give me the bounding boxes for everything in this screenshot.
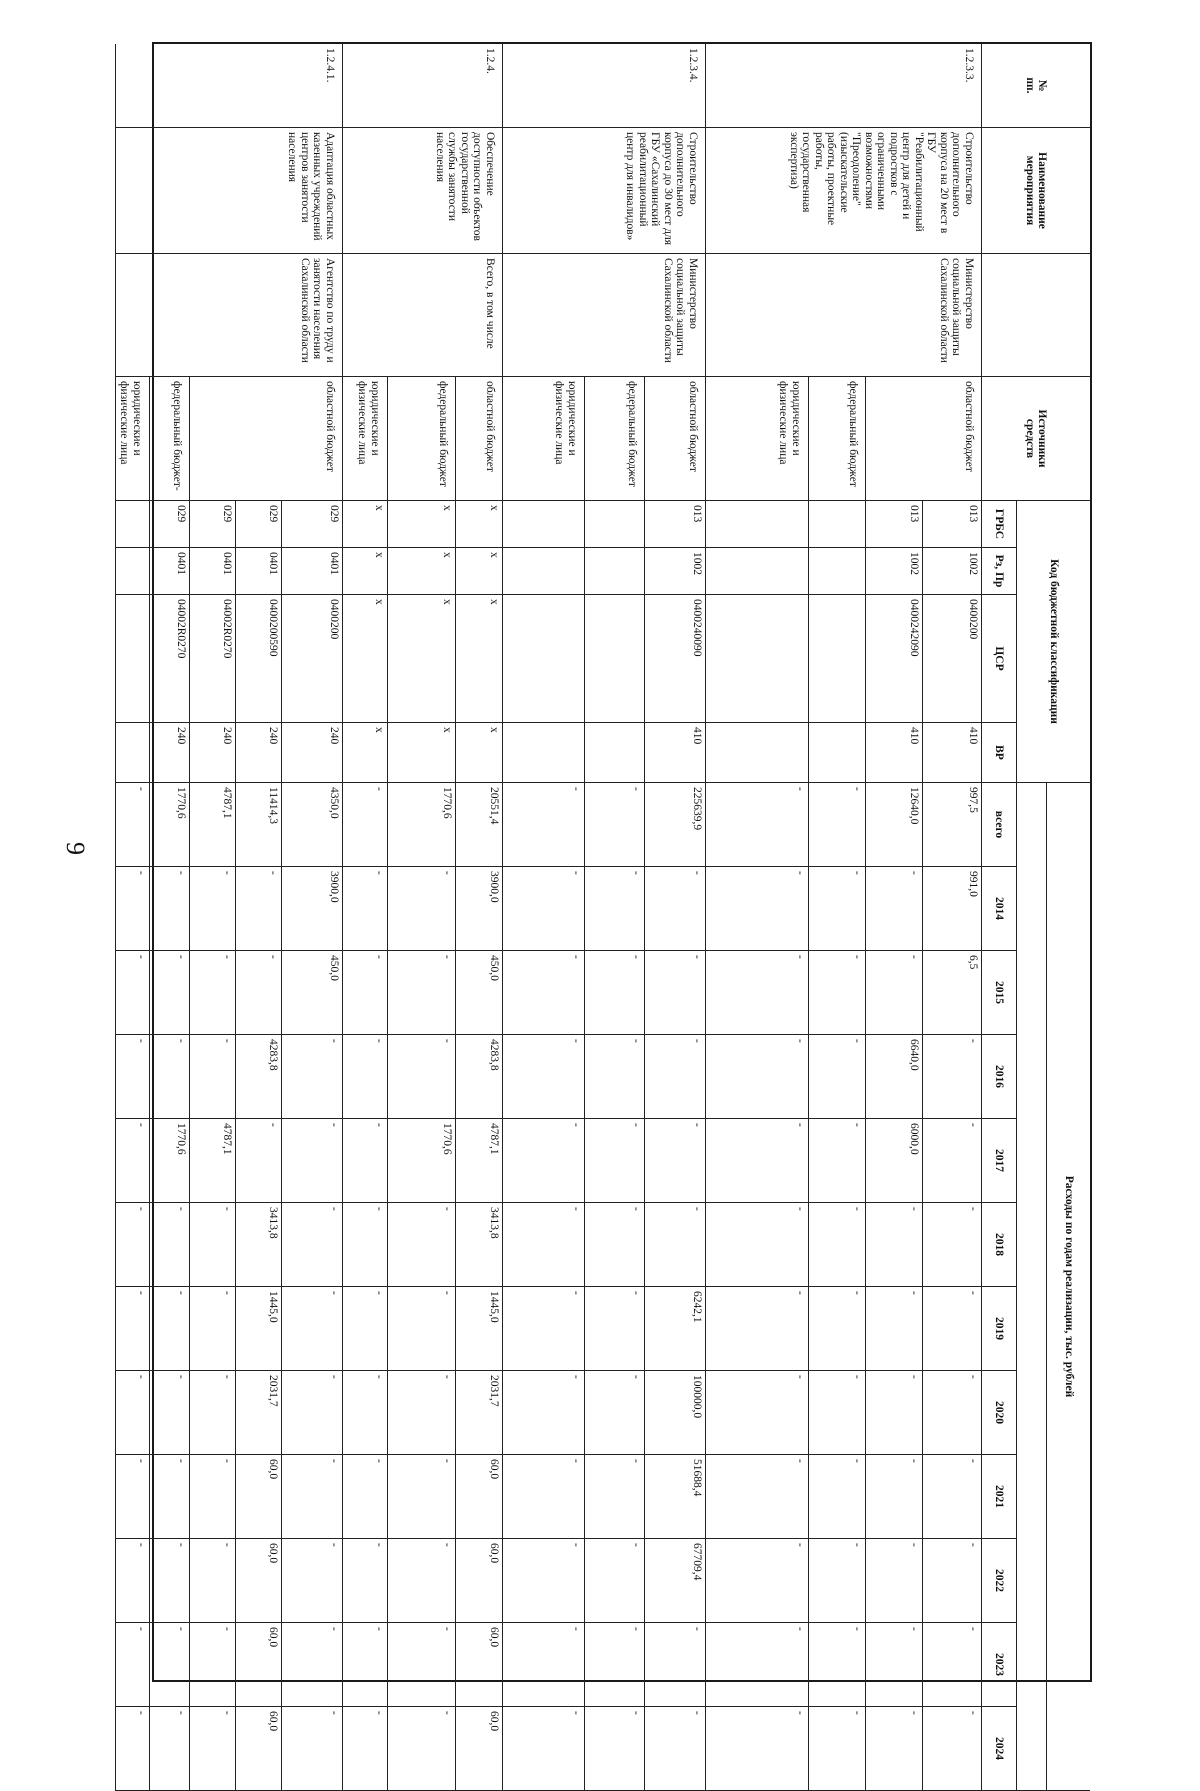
amount-cell: -	[705, 1707, 808, 1791]
amount-cell: -	[189, 951, 235, 1035]
amount-cell: -	[584, 867, 644, 951]
amount-cell: -	[502, 1035, 584, 1119]
code-vr	[808, 723, 865, 783]
header-expenses: Расходы по годам реализации, тыс. рублей	[1046, 783, 1090, 1791]
amount-cell: 2031,7	[455, 1371, 502, 1455]
amount-cell: -	[189, 1455, 235, 1539]
amount-cell: -	[149, 951, 189, 1035]
amount-cell: 4787,1	[189, 1119, 235, 1203]
amount-cell: -	[584, 1707, 644, 1791]
header-expenses-sub	[1016, 783, 1046, 1791]
header-name: Наименование мероприятия	[981, 128, 1090, 254]
amount-cell: 60,0	[235, 1707, 281, 1791]
amount-cell: -	[149, 1371, 189, 1455]
amount-cell: -	[865, 951, 922, 1035]
code-vr: x	[455, 723, 502, 783]
code-vr: x	[342, 723, 387, 783]
amount-cell: -	[922, 1035, 981, 1119]
amount-cell: -	[865, 1623, 922, 1707]
amount-cell: -	[644, 951, 705, 1035]
code-rzpr	[115, 548, 149, 595]
amount-cell: -	[281, 1119, 342, 1203]
amount-cell: -	[705, 1455, 808, 1539]
code-rzpr: 0401	[149, 548, 189, 595]
amount-cell: 60,0	[455, 1539, 502, 1623]
source-cell: юридические и физические лица	[342, 377, 387, 501]
amount-cell: -	[865, 1371, 922, 1455]
amount-cell: 20551,4	[455, 783, 502, 867]
amount-cell: -	[387, 1287, 455, 1371]
amount-cell: -	[342, 1287, 387, 1371]
amount-cell: -	[189, 867, 235, 951]
amount-cell: -	[387, 867, 455, 951]
code-rzpr: 0401	[235, 548, 281, 595]
amount-cell: -	[149, 1287, 189, 1371]
code-csr: 0400200	[281, 595, 342, 723]
header-year: 2019	[981, 1287, 1016, 1371]
code-rzpr: x	[342, 548, 387, 595]
amount-cell: 60,0	[455, 1623, 502, 1707]
code-vr	[705, 723, 808, 783]
amount-cell: -	[149, 867, 189, 951]
amount-cell: -	[281, 1035, 342, 1119]
amount-cell: -	[342, 1623, 387, 1707]
code-grbs: 013	[922, 501, 981, 548]
item-number: 1.2.3.3.	[705, 44, 981, 128]
amount-cell: -	[584, 1455, 644, 1539]
amount-cell: -	[149, 1035, 189, 1119]
amount-cell: -	[387, 1371, 455, 1455]
amount-cell: -	[387, 1539, 455, 1623]
header-num: № пп.	[981, 44, 1090, 128]
code-rzpr	[584, 548, 644, 595]
amount-cell: -	[189, 1203, 235, 1287]
amount-cell: -	[922, 1119, 981, 1203]
header-year: 2018	[981, 1203, 1016, 1287]
code-csr: 04002R0270	[149, 595, 189, 723]
amount-cell: 6242,1	[644, 1287, 705, 1371]
header-year: 2017	[981, 1119, 1016, 1203]
code-csr: x	[455, 595, 502, 723]
code-rzpr: x	[387, 548, 455, 595]
code-grbs	[502, 501, 584, 548]
code-grbs: 029	[281, 501, 342, 548]
header-year: 2023	[981, 1623, 1016, 1707]
amount-cell: -	[502, 783, 584, 867]
amount-cell: -	[189, 1539, 235, 1623]
header-year: всего	[981, 783, 1016, 867]
amount-cell: 1445,0	[235, 1287, 281, 1371]
code-grbs	[705, 501, 808, 548]
amount-cell: -	[502, 867, 584, 951]
amount-cell: 3413,8	[235, 1203, 281, 1287]
code-csr	[584, 595, 644, 723]
amount-cell: -	[342, 783, 387, 867]
amount-cell: -	[149, 1203, 189, 1287]
amount-cell: -	[865, 1455, 922, 1539]
amount-cell: 51688,4	[644, 1455, 705, 1539]
header-year: 2015	[981, 951, 1016, 1035]
amount-cell: -	[115, 1203, 149, 1287]
code-vr: 240	[189, 723, 235, 783]
source-cell: федеральный бюджет	[387, 377, 455, 501]
amount-cell: 225639,9	[644, 783, 705, 867]
amount-cell: 4283,8	[455, 1035, 502, 1119]
amount-cell: -	[922, 1203, 981, 1287]
amount-cell: -	[705, 783, 808, 867]
amount-cell: -	[922, 1539, 981, 1623]
item-name: Строительство дополнительного корпуса на 20 мест в ГБУ "Реабилитационный центр для детей и подростков с ограниченными возможностями "Преодоление" (изыскательские работы, проектные работы, государственная экспертиза)	[705, 128, 981, 254]
code-csr: x	[342, 595, 387, 723]
amount-cell: -	[502, 1623, 584, 1707]
amount-cell: -	[115, 1035, 149, 1119]
amount-cell: 3900,0	[281, 867, 342, 951]
amount-cell: -	[584, 1287, 644, 1371]
source-cell: юридические и физические лица	[705, 377, 808, 501]
amount-cell: -	[584, 1203, 644, 1287]
amount-cell: 6640,0	[865, 1035, 922, 1119]
amount-cell: -	[502, 1203, 584, 1287]
amount-cell: 1770,6	[387, 783, 455, 867]
amount-cell: -	[644, 1623, 705, 1707]
amount-cell: -	[808, 1455, 865, 1539]
code-rzpr: 0401	[189, 548, 235, 595]
amount-cell: -	[342, 867, 387, 951]
amount-cell: 60,0	[235, 1623, 281, 1707]
amount-cell: -	[922, 1455, 981, 1539]
amount-cell: -	[281, 1707, 342, 1791]
amount-cell: -	[644, 867, 705, 951]
amount-cell: -	[808, 783, 865, 867]
amount-cell: -	[387, 1707, 455, 1791]
amount-cell: -	[808, 1035, 865, 1119]
amount-cell: -	[342, 1203, 387, 1287]
amount-cell: -	[502, 951, 584, 1035]
amount-cell: -	[342, 1539, 387, 1623]
budget-table-grid	[118, 42, 1092, 1760]
source-cell: федеральный бюджет	[584, 377, 644, 501]
amount-cell: -	[387, 951, 455, 1035]
amount-cell: -	[502, 1707, 584, 1791]
header-year: 2022	[981, 1539, 1016, 1623]
amount-cell: -	[865, 1287, 922, 1371]
code-rzpr: 1002	[865, 548, 922, 595]
header-year: 2024	[981, 1707, 1016, 1791]
amount-cell: 6000,0	[865, 1119, 922, 1203]
amount-cell: 1770,6	[149, 1119, 189, 1203]
amount-cell: -	[922, 1707, 981, 1791]
amount-cell: -	[808, 1539, 865, 1623]
amount-cell: 1445,0	[455, 1287, 502, 1371]
code-csr: x	[387, 595, 455, 723]
header-source: Источники средств	[981, 377, 1090, 501]
amount-cell: 450,0	[455, 951, 502, 1035]
header-year: 2021	[981, 1455, 1016, 1539]
code-vr: 410	[865, 723, 922, 783]
code-rzpr: 1002	[922, 548, 981, 595]
source-cell: федеральный бюджет	[808, 377, 865, 501]
amount-cell: -	[502, 1287, 584, 1371]
amount-cell: -	[235, 1119, 281, 1203]
header-csr: ЦСР	[981, 595, 1016, 723]
amount-cell: 1770,6	[387, 1119, 455, 1203]
code-grbs: 013	[865, 501, 922, 548]
code-rzpr: 1002	[644, 548, 705, 595]
code-rzpr	[502, 548, 584, 595]
amount-cell: -	[149, 1623, 189, 1707]
amount-cell: -	[808, 867, 865, 951]
code-grbs	[808, 501, 865, 548]
amount-cell: 60,0	[235, 1539, 281, 1623]
code-csr: 0400200590	[235, 595, 281, 723]
amount-cell: -	[342, 1119, 387, 1203]
code-vr: 240	[235, 723, 281, 783]
item-executor: Министерство социальной защиты Сахалинской области	[502, 254, 705, 377]
amount-cell: -	[584, 1119, 644, 1203]
code-csr: 0400240090	[644, 595, 705, 723]
amount-cell: -	[115, 1287, 149, 1371]
code-grbs: 029	[189, 501, 235, 548]
amount-cell: -	[115, 1539, 149, 1623]
code-vr: 410	[922, 723, 981, 783]
code-vr: 410	[644, 723, 705, 783]
amount-cell: -	[584, 1035, 644, 1119]
code-rzpr	[808, 548, 865, 595]
amount-cell: -	[115, 1707, 149, 1791]
amount-cell: -	[235, 951, 281, 1035]
amount-cell: -	[387, 1035, 455, 1119]
amount-cell: -	[808, 1371, 865, 1455]
source-cell: областной бюджет	[189, 377, 342, 501]
source-cell: юридические и физические лица	[502, 377, 584, 501]
amount-cell: -	[281, 1287, 342, 1371]
amount-cell: -	[149, 1707, 189, 1791]
amount-cell: -	[115, 1371, 149, 1455]
amount-cell: -	[808, 1119, 865, 1203]
amount-cell: -	[644, 1119, 705, 1203]
item-executor: Министерство социальной защиты Сахалинской области	[705, 254, 981, 377]
amount-cell: -	[865, 867, 922, 951]
amount-cell: -	[342, 1455, 387, 1539]
amount-cell: -	[705, 1539, 808, 1623]
code-csr	[808, 595, 865, 723]
code-grbs: x	[387, 501, 455, 548]
header-grbs: ГРБС	[981, 501, 1016, 548]
code-grbs: x	[455, 501, 502, 548]
amount-cell: 997,5	[922, 783, 981, 867]
amount-cell: -	[584, 1539, 644, 1623]
code-grbs: 029	[149, 501, 189, 548]
source-cell: областной бюджет	[865, 377, 981, 501]
amount-cell: 3413,8	[455, 1203, 502, 1287]
amount-cell: -	[922, 1623, 981, 1707]
amount-cell: 4350,0	[281, 783, 342, 867]
code-grbs: x	[342, 501, 387, 548]
amount-cell: -	[644, 1203, 705, 1287]
amount-cell: -	[808, 1203, 865, 1287]
amount-cell: -	[115, 951, 149, 1035]
amount-cell: 3900,0	[455, 867, 502, 951]
item-number: 1.2.4.1.	[115, 44, 342, 128]
code-grbs	[115, 501, 149, 548]
code-grbs	[584, 501, 644, 548]
amount-cell: -	[705, 1035, 808, 1119]
code-csr: 0400242090	[865, 595, 922, 723]
code-vr	[584, 723, 644, 783]
amount-cell: 991,0	[922, 867, 981, 951]
item-number: 1.2.4.	[342, 44, 502, 128]
amount-cell: 60,0	[235, 1455, 281, 1539]
amount-cell: -	[808, 1287, 865, 1371]
amount-cell: -	[584, 951, 644, 1035]
code-grbs: 029	[235, 501, 281, 548]
amount-cell: -	[922, 1287, 981, 1371]
amount-cell: 4787,1	[189, 783, 235, 867]
code-grbs: 013	[644, 501, 705, 548]
amount-cell: -	[281, 1539, 342, 1623]
amount-cell: -	[189, 1035, 235, 1119]
amount-cell: -	[342, 1035, 387, 1119]
amount-cell: -	[189, 1287, 235, 1371]
code-rzpr	[705, 548, 808, 595]
amount-cell: -	[115, 1623, 149, 1707]
amount-cell: -	[235, 867, 281, 951]
amount-cell: -	[281, 1623, 342, 1707]
amount-cell: -	[644, 1035, 705, 1119]
amount-cell: 100000,0	[644, 1371, 705, 1455]
amount-cell: -	[705, 867, 808, 951]
amount-cell: -	[387, 1623, 455, 1707]
amount-cell: -	[189, 1707, 235, 1791]
amount-cell: -	[502, 1371, 584, 1455]
code-rzpr: 0401	[281, 548, 342, 595]
code-csr	[115, 595, 149, 723]
amount-cell: 4787,1	[455, 1119, 502, 1203]
amount-cell: -	[149, 1455, 189, 1539]
amount-cell: -	[342, 1707, 387, 1791]
item-executor: Всего, в том числе	[342, 254, 502, 377]
amount-cell: -	[281, 1455, 342, 1539]
source-cell: юридические и физические лица	[115, 377, 149, 501]
code-vr: 240	[149, 723, 189, 783]
code-vr	[115, 723, 149, 783]
amount-cell: -	[502, 1455, 584, 1539]
item-executor: Агентство по труду и занятости населения Сахалинской области	[115, 254, 342, 377]
amount-cell: -	[115, 783, 149, 867]
amount-cell: -	[808, 951, 865, 1035]
amount-cell: -	[705, 1203, 808, 1287]
amount-cell: -	[281, 1371, 342, 1455]
amount-cell: -	[115, 1119, 149, 1203]
amount-cell: -	[584, 783, 644, 867]
amount-cell: -	[705, 1371, 808, 1455]
amount-cell: -	[281, 1203, 342, 1287]
amount-cell: -	[149, 1539, 189, 1623]
amount-cell: -	[584, 1371, 644, 1455]
budget-table	[118, 42, 1092, 1760]
amount-cell: -	[644, 1707, 705, 1791]
amount-cell: -	[387, 1203, 455, 1287]
amount-cell: 450,0	[281, 951, 342, 1035]
header-budget-code: Код бюджетной классификации	[1016, 501, 1090, 783]
code-vr	[502, 723, 584, 783]
code-csr: 04002R0270	[189, 595, 235, 723]
item-name: Адаптация областных казенных учреждений центров занятости населения	[115, 128, 342, 254]
amount-cell: -	[584, 1623, 644, 1707]
item-name: Обеспечение доступности объектов государственной службы занятости населения	[342, 128, 502, 254]
amount-cell: 6,5	[922, 951, 981, 1035]
amount-cell: -	[502, 1539, 584, 1623]
amount-cell: 67709,4	[644, 1539, 705, 1623]
amount-cell: 2031,7	[235, 1371, 281, 1455]
code-csr	[705, 595, 808, 723]
amount-cell: 60,0	[455, 1455, 502, 1539]
item-number: 1.2.3.4.	[502, 44, 705, 128]
amount-cell: -	[705, 951, 808, 1035]
header-year: 2014	[981, 867, 1016, 951]
source-cell: областной бюджет	[644, 377, 705, 501]
code-csr	[502, 595, 584, 723]
amount-cell: -	[189, 1371, 235, 1455]
amount-cell: -	[387, 1455, 455, 1539]
amount-cell: 60,0	[455, 1707, 502, 1791]
header-rzpr: Рз, Пр	[981, 548, 1016, 595]
amount-cell: 1770,6	[149, 783, 189, 867]
amount-cell: -	[502, 1119, 584, 1203]
amount-cell: -	[705, 1287, 808, 1371]
amount-cell: -	[865, 1203, 922, 1287]
amount-cell: 4283,8	[235, 1035, 281, 1119]
amount-cell: -	[342, 951, 387, 1035]
amount-cell: -	[189, 1623, 235, 1707]
code-rzpr: x	[455, 548, 502, 595]
amount-cell: -	[115, 1455, 149, 1539]
header-year: 2016	[981, 1035, 1016, 1119]
amount-cell: -	[922, 1371, 981, 1455]
amount-cell: -	[808, 1623, 865, 1707]
amount-cell: 11414,3	[235, 783, 281, 867]
amount-cell: -	[705, 1623, 808, 1707]
item-name: Строительство дополнительного корпуса до 30 мест для ГБУ «Сахалинский реабилитационный центр для инвалидов»	[502, 128, 705, 254]
code-csr: 0400200	[922, 595, 981, 723]
amount-cell: -	[342, 1371, 387, 1455]
header-year: 2020	[981, 1371, 1016, 1455]
source-cell: областной бюджет	[455, 377, 502, 501]
amount-cell: -	[115, 867, 149, 951]
amount-cell: -	[705, 1119, 808, 1203]
code-vr: 240	[281, 723, 342, 783]
amount-cell: -	[808, 1707, 865, 1791]
amount-cell: -	[865, 1707, 922, 1791]
source-cell: федеральный бюджет-	[149, 377, 189, 501]
code-vr: x	[387, 723, 455, 783]
amount-cell: -	[865, 1539, 922, 1623]
header-vr: ВР	[981, 723, 1016, 783]
header-executor	[981, 254, 1090, 377]
page-number: 9	[61, 842, 90, 855]
amount-cell: 12640,0	[865, 783, 922, 867]
